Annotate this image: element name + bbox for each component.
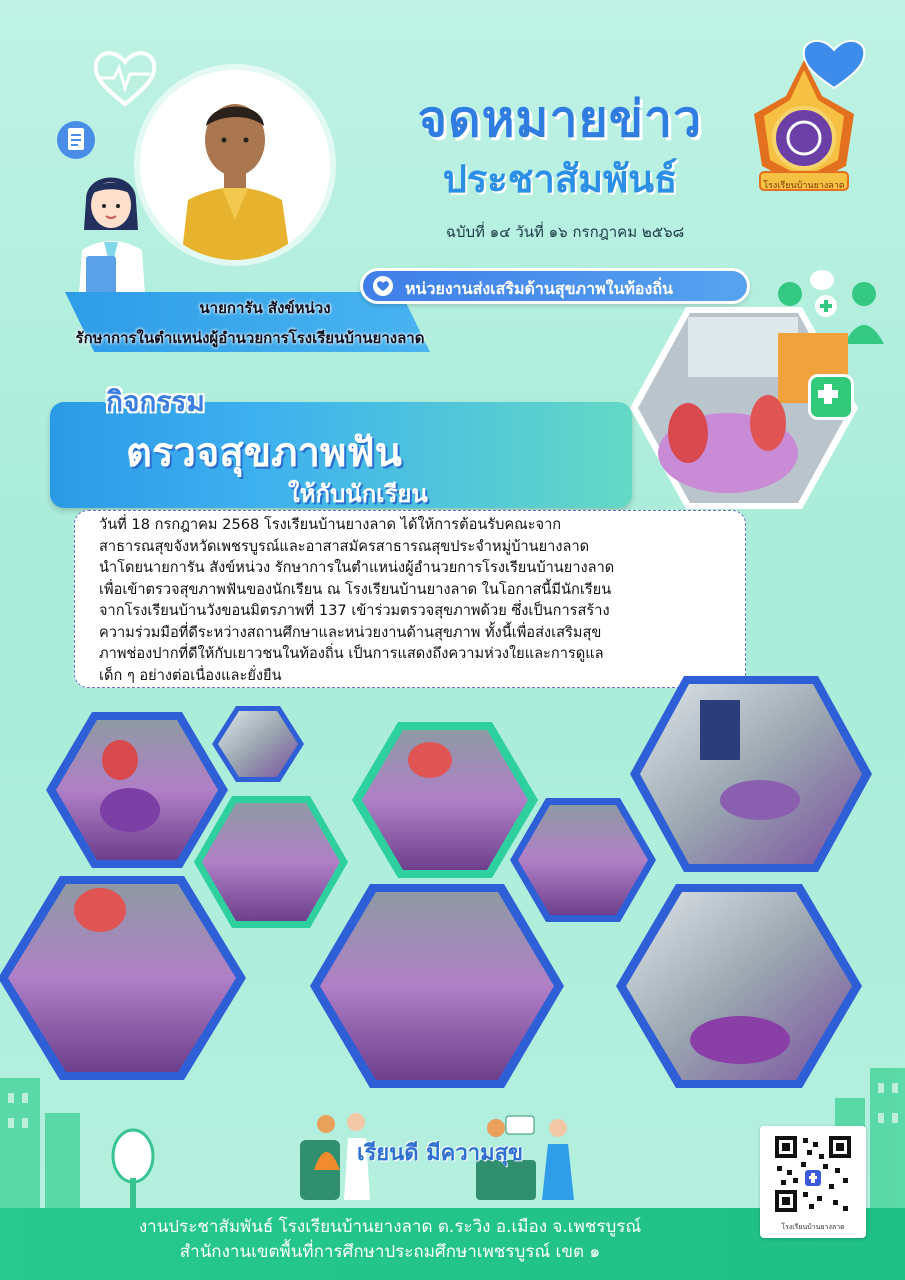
description-line: เด็ก ๆ อย่างต่อเนื่องและยั่งยืน xyxy=(99,666,282,684)
activity-title: ตรวจสุขภาพฟัน xyxy=(126,430,402,476)
director-photo xyxy=(140,70,330,260)
activity-subtitle: ให้กับนักเรียน xyxy=(288,480,428,508)
medical-plus-icon xyxy=(808,374,854,420)
school-logo-caption: โรงเรียนบ้านยางลาด xyxy=(763,181,845,191)
description-line: ภาพช่องปากที่ดีให้กับเยาวชนในท้องถิ่น เป็นการแสดงถึงความห่วงใยและการดูแล xyxy=(99,645,604,662)
newsletter-subtitle: ประชาสัมพันธ์ xyxy=(442,157,678,201)
gallery-photo-4 xyxy=(352,722,538,878)
unit-label-pill xyxy=(360,268,750,304)
footer-line-1: งานประชาสัมพันธ์ โรงเรียนบ้านยางลาด ต.ระวิง อ.เมือง จ.เพชรบูรณ์ xyxy=(138,1217,642,1237)
description-line: ความร่วมมือที่ดีระหว่างสถานศึกษาและหน่วยงานด้านสุขภาพ ทั้งนี้เพื่อส่งเสริมสุข xyxy=(99,623,602,641)
footer-line-2: สำนักงานเขตพื้นที่การศึกษาประถมศึกษาเพชรบูรณ์ เขต ๑ xyxy=(179,1242,601,1262)
clipboard-icon xyxy=(56,118,96,162)
tree-icon xyxy=(110,1128,156,1210)
gallery-photo-9 xyxy=(616,884,862,1088)
gallery-photo-5 xyxy=(510,798,656,922)
gallery-photo-6 xyxy=(630,676,872,872)
hands-heart-icon xyxy=(371,276,395,296)
gallery-photo-1 xyxy=(46,712,228,868)
description-line: เพื่อเข้าตรวจสุขภาพฟันของนักเรียน ณ โรงเรียนบ้านยางลาด ในโอกาสนี้มีนักเรียน xyxy=(99,580,612,598)
activity-label: กิจกรรม xyxy=(106,385,205,418)
description-line: สาธารณสุขจังหวัดเพชรบูรณ์และอาสาสมัครสาธารณสุขประจำหมู่บ้านยางลาด xyxy=(99,537,590,555)
qr-code-icon[interactable] xyxy=(773,1134,853,1214)
heart-pulse-icon xyxy=(92,46,158,110)
unit-label: หน่วยงานส่งเสริมด้านสุขภาพในท้องถิ่น xyxy=(405,279,673,298)
slogan: เรียนดี มีความสุข xyxy=(356,1141,524,1166)
issue-date: ฉบับที่ ๑๔ วันที่ ๑๖ กรกฎาคม ๒๕๖๘ xyxy=(445,223,685,241)
description-line: วันที่ 18 กรกฎาคม 2568 โรงเรียนบ้านยางลาด ได้ให้การต้อนรับคณะจาก xyxy=(99,516,562,533)
gallery-photo-7 xyxy=(0,876,246,1080)
newsletter-title: จดหมายข่าว xyxy=(417,90,703,148)
gallery-photo-3 xyxy=(194,796,348,928)
gallery-photo-8 xyxy=(310,884,564,1088)
description-line: นำโดยนายการัน สังข์หน่วง รักษาการในตำแหน่งผู้อำนวยการโรงเรียนบ้านยางลาด xyxy=(99,559,615,576)
qr-code-card[interactable] xyxy=(760,1126,866,1238)
photo-gallery xyxy=(0,670,905,1100)
activity-description xyxy=(74,510,746,688)
director-position: รักษาการในตำแหน่งผู้อำนวยการโรงเรียนบ้านยางลาด xyxy=(75,329,425,347)
school-logo xyxy=(742,56,866,196)
qr-caption: โรงเรียนบ้านยางลาด xyxy=(781,1223,845,1231)
description-line: จากโรงเรียนบ้านวังขอนมิตรภาพที่ 137 เข้าร่วมตรวจสุขภาพด้วย ซึ่งเป็นการสร้าง xyxy=(99,602,610,619)
gallery-photo-2 xyxy=(212,706,304,782)
director-name: นายการัน สังข์หน่วง xyxy=(199,299,331,317)
